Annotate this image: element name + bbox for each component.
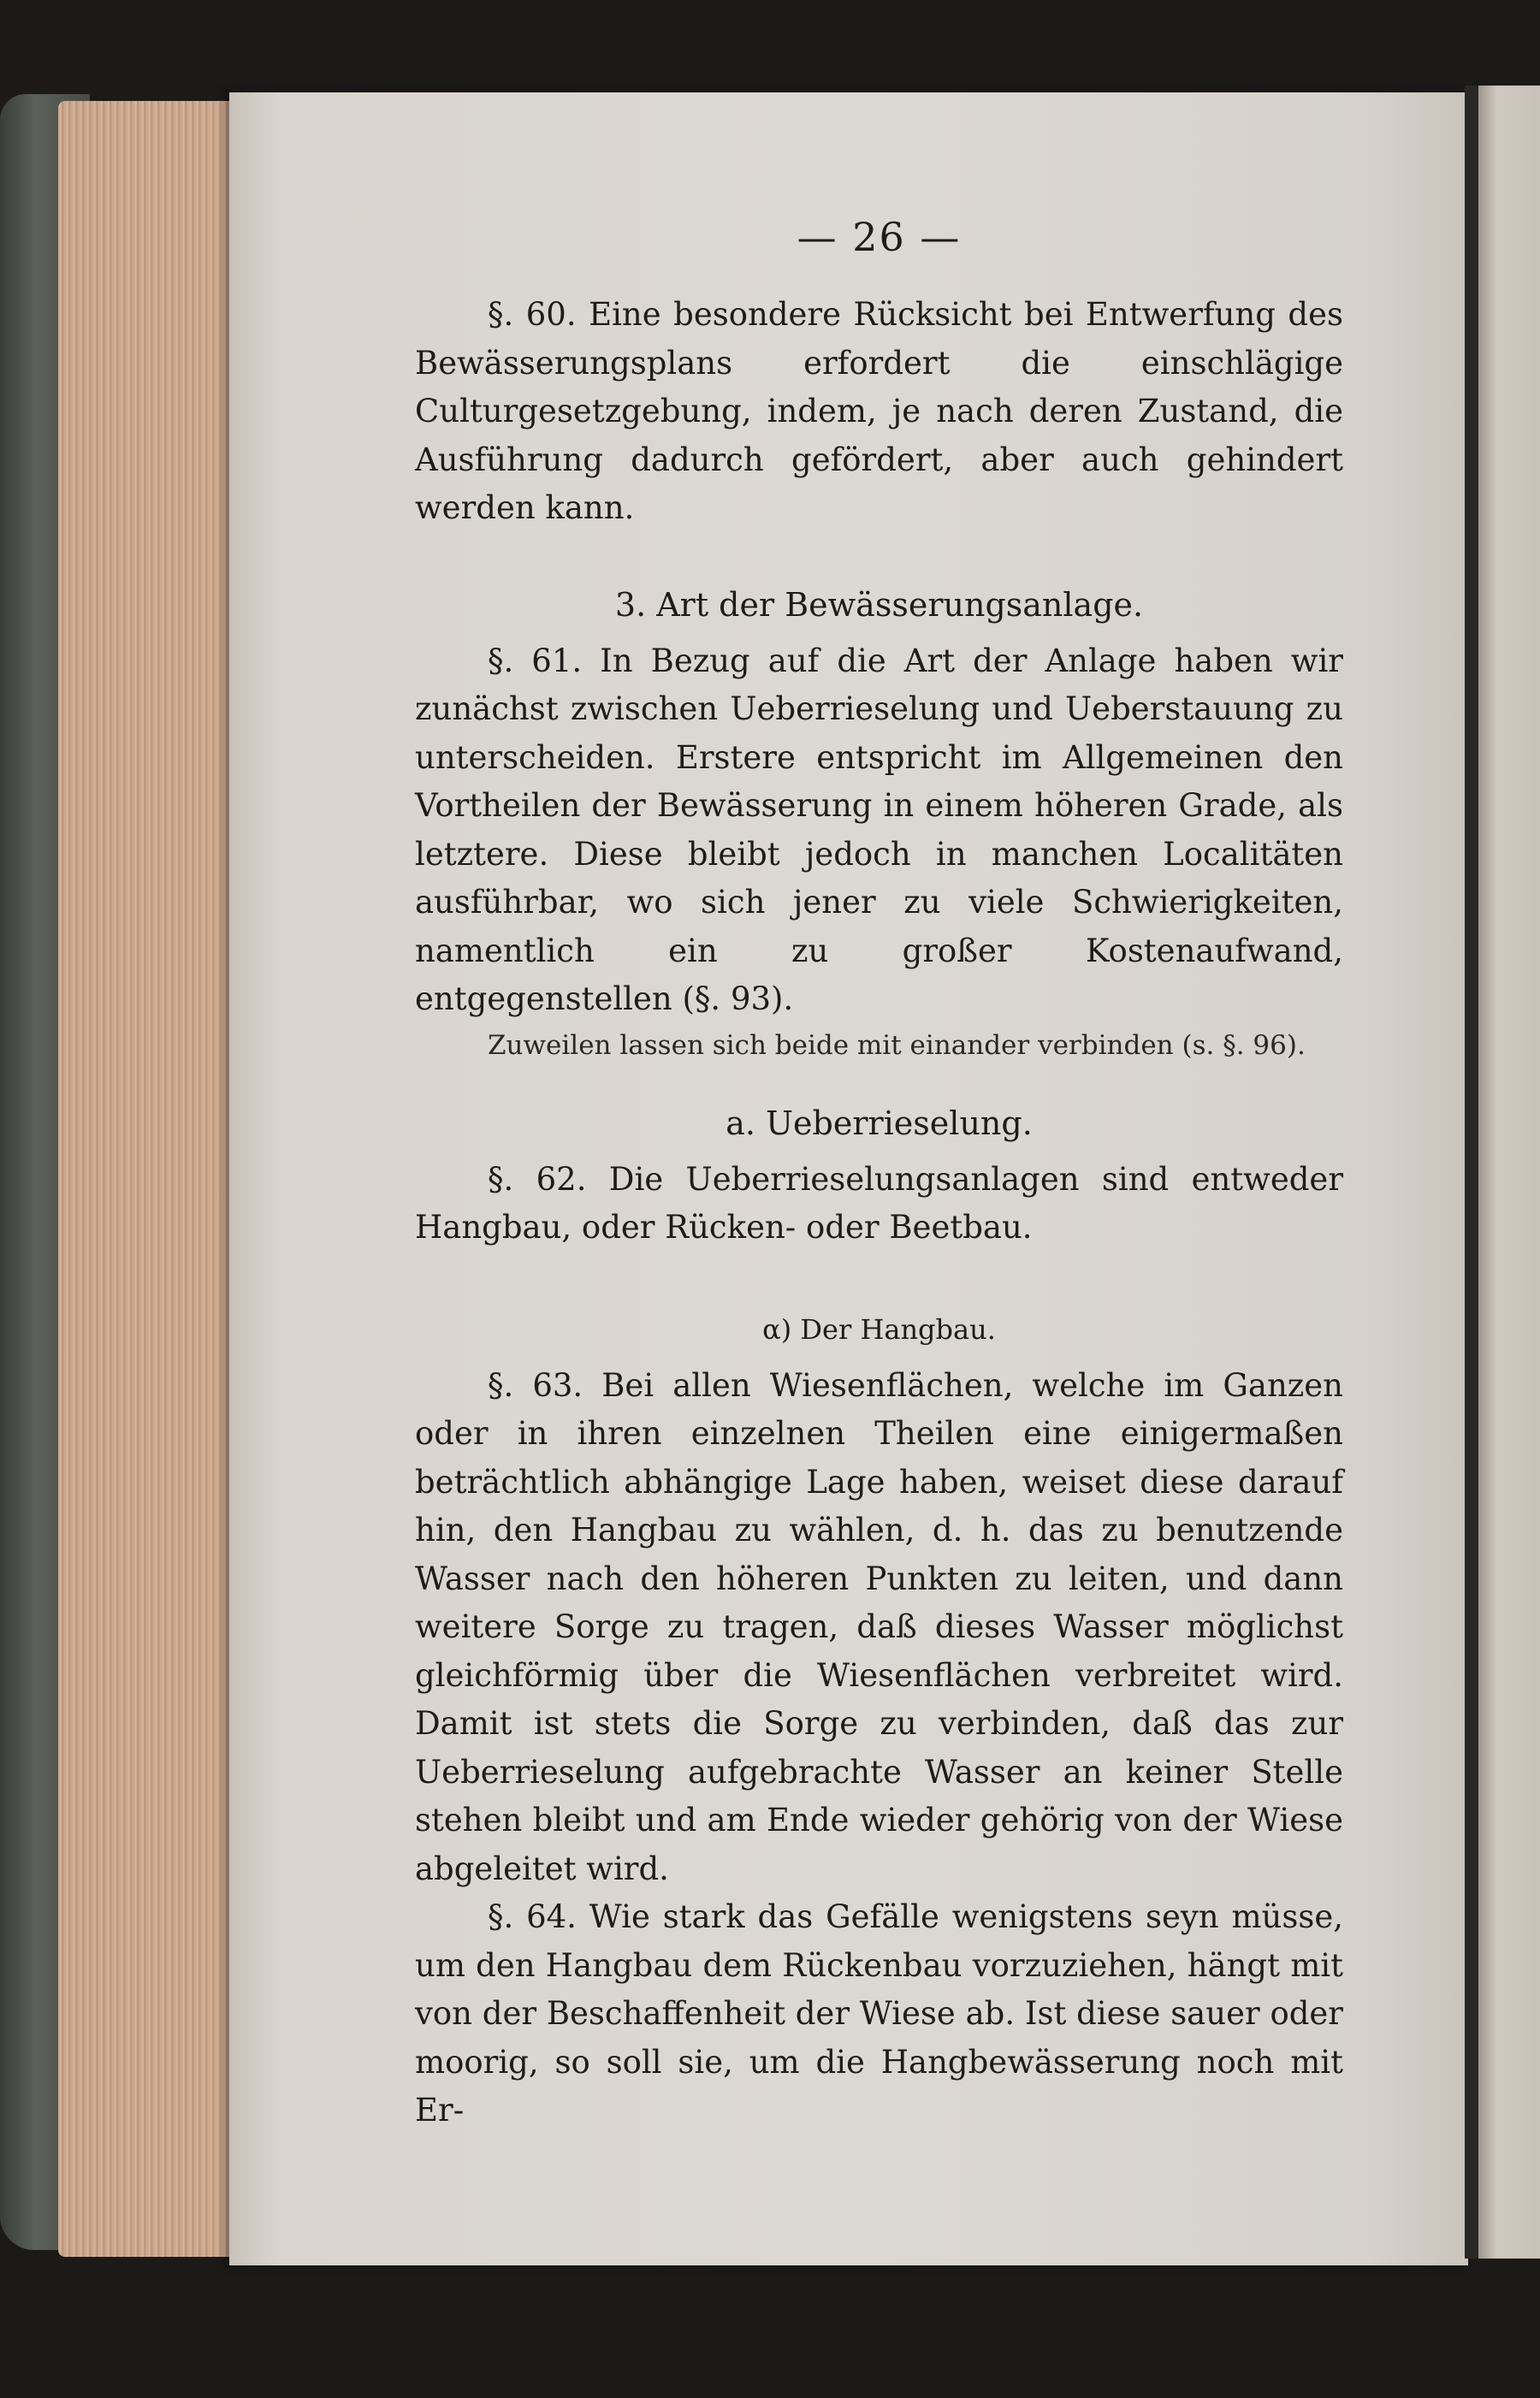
paragraph-61-note: Zuweilen lassen sich beide mit einander verbinden (s. §. 96). xyxy=(488,1029,1306,1061)
page-edges xyxy=(58,101,257,2257)
page-text xyxy=(415,214,1343,2135)
paragraph-63: §. 63. Bei allen Wiesenflächen, welche im Ganzen oder in ihren einzelnen Theilen eine einigermaßen beträchtlich abhängige Lage haben, weiset diese darauf hin, den Hangbau zu wählen, d. h. das zu benutzende Wasser nach den höheren Punkten zu leiten, und dann weitere Sorge zu tragen, daß dieses Wasser möglichst gleichförmig über die Wiesenflächen verbreitet wird. Damit ist stets die Sorge zu verbinden, daß das zur Ueberrieselung aufgebrachte Wasser an keiner Stelle stehen bleibt und am Ende wieder gehörig von der Wiese abgeleitet wird. xyxy=(415,1366,1343,1887)
paragraph-60: §. 60. Eine besondere Rücksicht bei Entwerfung des Bewässerungsplans erfordert die einschlägige Culturgesetzgebung, indem, je nach deren Zustand, die Ausführung dadurch gefördert, aber auch gehindert werden kann. xyxy=(415,296,1343,526)
facing-page-edge xyxy=(1478,86,1540,2259)
paragraph-61: §. 61. In Bezug auf die Art der Anlage haben wir zunächst zwischen Ueberrieselung und Ueberstauung zu unterscheiden. Erstere entspricht im Allgemeinen den Vortheilen der Bewässerung in einem höheren Grade, als letztere. Diese bleibt jedoch in manchen Localitäten ausführbar, wo sich jener zu viele Schwierigkeiten, namentlich ein zu großer Kostenaufwand, entgegenstellen (§. 93). xyxy=(415,642,1343,1017)
section-heading-art: 3. Art der Bewässerungsanlage. xyxy=(614,585,1144,624)
subheading-hangbau: α) Der Hangbau. xyxy=(762,1312,996,1346)
paragraph-64: §. 64. Wie stark das Gefälle wenigstens seyn müsse, um den Hangbau dem Rückenbau vorzuziehen, hängt mit von der Beschaffenheit der Wiese ab. Ist diese sauer oder moorig, so soll sie, um die Hangbewässerung noch mit Er- xyxy=(415,1898,1343,2129)
page-number: — 26 — xyxy=(797,214,962,260)
subheading-ueberrieselung: a. Ueberrieselung. xyxy=(726,1104,1033,1142)
paragraph-62: §. 62. Die Ueberrieselungsanlagen sind entweder Hangbau, oder Rücken- oder Beetbau. xyxy=(415,1160,1343,1246)
